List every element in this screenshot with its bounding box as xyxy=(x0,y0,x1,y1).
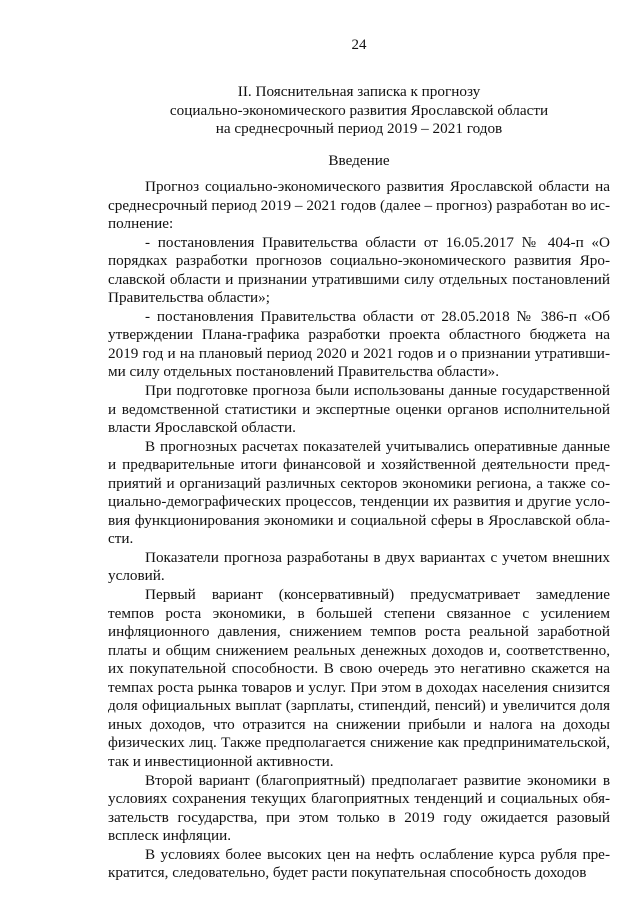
intro-heading: Введение xyxy=(328,152,390,169)
section-title xyxy=(108,83,610,139)
page-number: 24 xyxy=(351,37,367,53)
section-title-line: II. Пояснительная записка к прогнозу xyxy=(237,83,481,100)
paragraph: Прогноз социально-экономического развития Ярославской области на среднесрочный период 2019 – 2021 годов (далее – прогноз) разработан во исполнение: xyxy=(108,178,610,233)
paragraph: Второй вариант (благоприятный) предполагает развитие экономики в условиях сохранения текущих благоприятных тенденций и социальных обязательств государства, при этом только в 2019 году ожидается разовый всплеск инфляции. xyxy=(108,771,610,845)
paragraph: В прогнозных расчетах показателей учитывались оперативные данные и предварительные итоги финансовой и хозяйственной деятельности предприятий и организаций различных секторов экономики региона, а также социально-демографических процессов, тенденции их развития и другие условия функционирования экономики и социальной сферы в Ярославской области. xyxy=(108,437,610,548)
section-title-line: на среднесрочный период 2019 – 2021 годов xyxy=(215,120,503,138)
paragraph: Показатели прогноза разработаны в двух вариантах с учетом внешних условий. xyxy=(108,548,610,585)
paragraph: При подготовке прогноза были использованы данные государственной и ведомственной статистики и экспертные оценки органов исполнительной власти Ярославской области. xyxy=(108,382,610,437)
section-title-line: социально-экономического развития Ярославской области xyxy=(169,101,549,119)
paragraph: - постановления Правительства области от 16.05.2017 № 404-п «О порядках разработки прогнозов социально-экономического развития Ярославской области и признании утратившими силу отдельных постановлений Правительства области»; xyxy=(108,233,610,307)
paragraph: - постановления Правительства области от 28.05.2018 № 386-п «Об утверждении Плана-графика разработки проекта областного бюджета на 2019 год и на плановый период 2020 и 2021 годов и о признании утратившими силу отдельных постановлений Правительства области». xyxy=(108,307,610,381)
paragraph: Первый вариант (консервативный) предусматривает замедление темпов роста экономики, в большей степени связанное с усилением инфляционного давления, снижением темпов роста реальной заработной платы и общим снижением реальных денежных доходов и, соответственно, их покупательной способности. В свою очередь это негативно скажется на темпах роста рынка товаров и услуг. При этом в доходах населения снизится доля официальных выплат (зарплаты, стипендий, пенсий) и увеличится доля иных доходов, что отразится на снижении прибыли и налога на доходы физических лиц. Также предполагается снижение как предпринимательской, так и инвестиционной активности. xyxy=(108,586,610,770)
paragraph: В условиях более высоких цен на нефть ослабление курса рубля прекратится, следовательно, будет расти покупательная способность доходов xyxy=(108,845,610,882)
body-text xyxy=(108,178,610,883)
